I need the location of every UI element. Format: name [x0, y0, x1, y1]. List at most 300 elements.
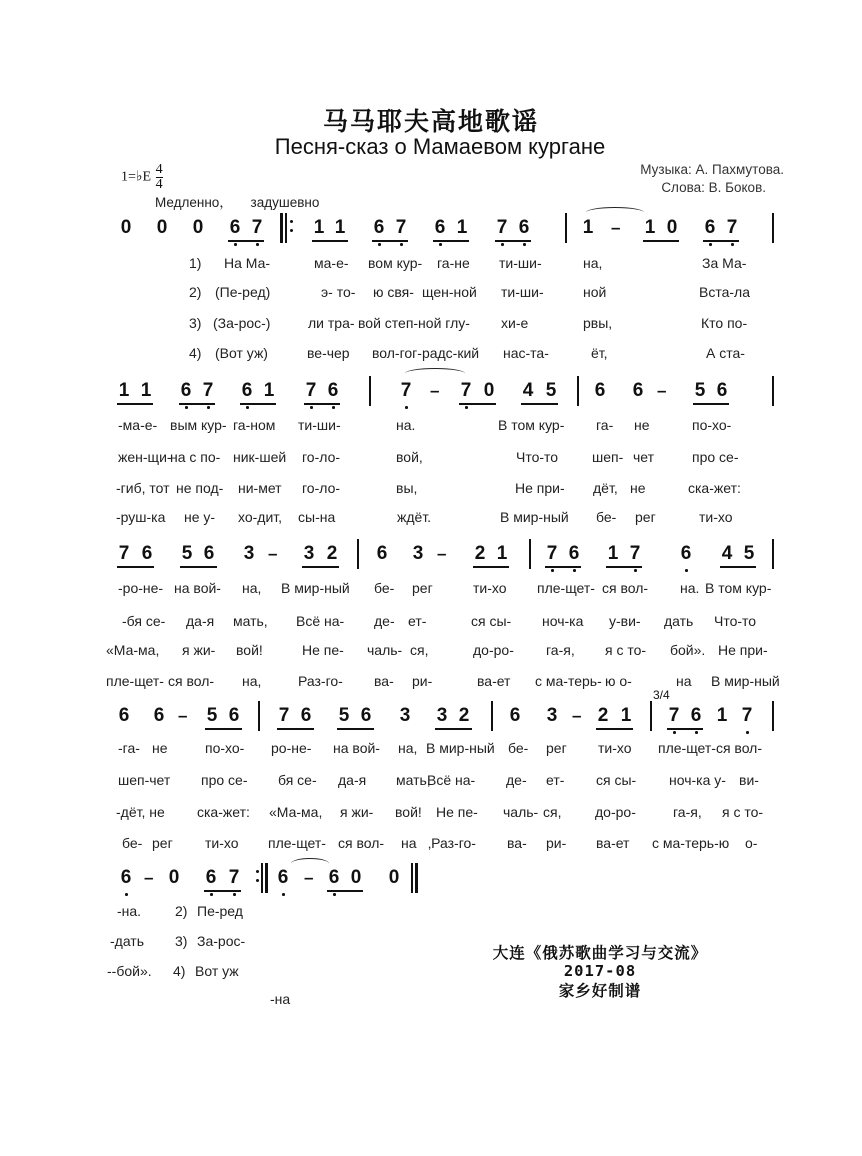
- underline: [240, 403, 276, 405]
- underline: [495, 240, 531, 242]
- note: 3: [412, 543, 424, 564]
- lyric: ска-жет:: [197, 804, 250, 820]
- lyric: -руш-ка: [116, 509, 166, 525]
- lyric: А ста-: [706, 345, 745, 361]
- repeat-end-dots: [256, 865, 259, 885]
- note: 6: [680, 543, 692, 564]
- lyric: на.: [396, 417, 416, 433]
- note: 6: [690, 705, 702, 726]
- lyric: рвы,: [583, 315, 613, 331]
- lyric: (Вот уж): [215, 345, 268, 361]
- note: 6: [594, 380, 606, 401]
- note: 7: [305, 380, 317, 401]
- note: 1: [118, 380, 130, 401]
- lyric: про се-: [692, 449, 739, 465]
- note: 0: [120, 217, 132, 238]
- lyric: га-я,: [546, 642, 575, 658]
- lyric: Что-то: [714, 613, 757, 629]
- note: 1: [496, 543, 508, 564]
- note: 7: [741, 705, 753, 726]
- barline: [772, 376, 774, 406]
- lyric: ва-ет: [596, 835, 630, 851]
- barline: [369, 376, 371, 406]
- underline: [204, 890, 241, 892]
- underline: [205, 728, 242, 730]
- lyric: 2): [175, 903, 188, 919]
- underline: [545, 566, 581, 568]
- lyric: ва-: [507, 835, 527, 851]
- song-title-chinese: 马马耶夫高地歌谣: [322, 107, 539, 136]
- underline: [327, 890, 363, 892]
- date: 2017-08: [563, 962, 637, 980]
- lyric: чет: [633, 449, 655, 465]
- underline: [459, 403, 496, 405]
- lyric: не: [630, 480, 646, 496]
- underline: [521, 403, 558, 405]
- note: 1: [140, 380, 152, 401]
- lyric: В мир-ный: [426, 740, 495, 756]
- note: 0: [156, 217, 168, 238]
- lyric: не: [152, 740, 168, 756]
- note: 4: [721, 543, 733, 564]
- lyric: Не пе-: [302, 642, 344, 658]
- lyric: Раз-го-: [298, 673, 343, 689]
- lyric: В том кур-: [705, 580, 772, 596]
- underline: [693, 403, 729, 405]
- lyric: ти-хо: [473, 580, 507, 596]
- lyric: Кто по-: [701, 315, 748, 331]
- lyric: -на: [270, 991, 291, 1007]
- lyric: щен-ной: [422, 284, 477, 300]
- lyric: шеп-чет: [118, 772, 171, 788]
- lyric: В том кур-: [498, 417, 565, 433]
- note: 3: [243, 543, 255, 564]
- lyric: 2): [189, 284, 202, 300]
- underline: [302, 566, 339, 568]
- lyric: пле-щет-: [537, 580, 595, 596]
- lyric: я жи-: [340, 804, 374, 820]
- lyric: на: [676, 673, 692, 689]
- lyric: ли тра-: [308, 315, 355, 331]
- lyric: хи-е: [501, 315, 529, 331]
- lyric: дать: [664, 613, 694, 629]
- lyric: нас-та-: [503, 345, 549, 361]
- underline: [179, 403, 215, 405]
- note: 0: [388, 867, 400, 888]
- underline: [643, 240, 679, 242]
- note: 0: [483, 380, 495, 401]
- dash: –: [437, 544, 447, 563]
- lyric: о-: [745, 835, 758, 851]
- note: 1: [644, 217, 656, 238]
- song-title-russian: Песня-сказ о Мамаевом кургане: [274, 134, 606, 159]
- note: 6: [228, 705, 240, 726]
- lyric: да-я: [186, 613, 215, 629]
- lyric: мать,: [233, 613, 268, 629]
- lyric: у-ви-: [609, 613, 641, 629]
- barline: [772, 701, 774, 731]
- lyric: ро-не-: [271, 740, 312, 756]
- lyric: рег: [546, 740, 567, 756]
- note: 6: [434, 217, 446, 238]
- lyric: на,: [242, 580, 262, 596]
- lyric: го-ло-: [302, 480, 341, 496]
- underline: [117, 566, 154, 568]
- barline: [258, 701, 260, 731]
- lyric: В мир-ный: [711, 673, 780, 689]
- lyric: ти-ши-: [298, 417, 341, 433]
- words-credit: Слова: В. Боков.: [661, 180, 766, 195]
- note: 5: [338, 705, 350, 726]
- lyric: ма-е-: [314, 255, 349, 271]
- dash: –: [657, 381, 667, 400]
- barline: [357, 539, 359, 569]
- lyric: на.: [680, 580, 700, 596]
- lyric: бой».: [670, 642, 706, 658]
- barline: [491, 701, 493, 731]
- dash: –: [144, 868, 154, 887]
- lyric: мать,: [396, 772, 431, 788]
- note: 7: [228, 867, 240, 888]
- lyric: с ма-терь-ю: [652, 835, 730, 851]
- lyric: ся вол-: [168, 673, 215, 689]
- lyric: вым кур-: [170, 417, 227, 433]
- note: 6: [328, 867, 340, 888]
- lyric: до-ро-: [595, 804, 636, 820]
- lyric: пле-щет-: [106, 673, 164, 689]
- lyric: ‚Раз-го-: [428, 835, 476, 851]
- lyric: не под-: [176, 480, 224, 496]
- lyric: За Ма-: [702, 255, 747, 271]
- lyric: на,: [583, 255, 603, 271]
- lyric: ся сы-: [596, 772, 637, 788]
- lyric: га-не: [437, 255, 470, 271]
- lyric: на,: [398, 740, 418, 756]
- dash: –: [430, 381, 440, 400]
- lyric: На Ма-: [224, 255, 271, 271]
- lyric: ся вол-: [338, 835, 385, 851]
- lyric: 3): [175, 933, 188, 949]
- note: 6: [141, 543, 153, 564]
- lyric: вой,: [396, 449, 423, 465]
- lyric: рег: [412, 580, 433, 596]
- lyric: «Ма-ма,: [106, 642, 160, 658]
- note: 2: [326, 543, 338, 564]
- note: 6: [153, 705, 165, 726]
- lyric: Не пе-: [436, 804, 478, 820]
- barline: [265, 863, 268, 893]
- lyric: дёт,: [593, 480, 618, 496]
- lyric: -ма-е-: [118, 417, 158, 433]
- dash: –: [611, 218, 621, 237]
- time-signature-numerator: 4: [155, 162, 163, 177]
- lyric: до-ро-: [473, 642, 514, 658]
- barline: [772, 539, 774, 569]
- underline: [277, 728, 314, 730]
- lyric: на,: [242, 673, 262, 689]
- note: 5: [206, 705, 218, 726]
- underline: [312, 240, 348, 242]
- lyric: чаль-: [367, 642, 403, 658]
- tie: [586, 207, 644, 218]
- time-signature-denominator: 4: [155, 177, 163, 192]
- underline: [596, 728, 633, 730]
- lyric: ва-: [374, 673, 394, 689]
- note: 6: [509, 705, 521, 726]
- lyric: ти-хо: [699, 509, 733, 525]
- note: 6: [716, 380, 728, 401]
- note: 7: [496, 217, 508, 238]
- lyric: э- то-: [321, 284, 356, 300]
- lyric: хо-дит,: [238, 509, 283, 525]
- note: 7: [118, 543, 130, 564]
- lyric: ва-ет: [477, 673, 511, 689]
- lyric: на вой-: [174, 580, 221, 596]
- note: 1: [716, 705, 728, 726]
- dash: –: [572, 706, 582, 725]
- lyric: рег: [152, 835, 173, 851]
- lyric: (За-рос-): [213, 315, 271, 331]
- lyric: га-я,: [673, 804, 702, 820]
- note: 1: [620, 705, 632, 726]
- note: 0: [168, 867, 180, 888]
- lyric: ноч-ка у-: [669, 772, 726, 788]
- lyric: ждёт.: [397, 509, 432, 525]
- note: 1: [263, 380, 275, 401]
- lyric: --бой».: [107, 963, 152, 979]
- note: 3: [399, 705, 411, 726]
- lyric: я с то-: [605, 642, 647, 658]
- lyric: В мир-ный: [281, 580, 350, 596]
- lyric: вол-гог-радс-кий: [372, 345, 480, 361]
- lyric: ви-: [739, 772, 759, 788]
- tempo-marking: Медленно， задушевно: [155, 195, 320, 210]
- note: 7: [400, 380, 412, 401]
- lyric: по-хо-: [692, 417, 732, 433]
- note: 1: [456, 217, 468, 238]
- underline: [180, 566, 217, 568]
- note: 4: [522, 380, 534, 401]
- note: 6: [704, 217, 716, 238]
- lyric: -ро-не-: [118, 580, 164, 596]
- note: 5: [181, 543, 193, 564]
- underline: [117, 403, 153, 405]
- lyric: 3): [189, 315, 202, 331]
- lyric: чаль-: [503, 804, 539, 820]
- lyric: вы,: [396, 480, 418, 496]
- underline: [337, 728, 374, 730]
- barline: [650, 701, 652, 731]
- barline: [529, 539, 531, 569]
- lyric: де-: [506, 772, 527, 788]
- lyric: вом кур-: [368, 255, 423, 271]
- underline: [703, 240, 739, 242]
- lyric: ри-: [412, 673, 433, 689]
- note: 7: [668, 705, 680, 726]
- note: 6: [568, 543, 580, 564]
- lyric: ска-жет:: [688, 480, 741, 496]
- lyric: Не при-: [515, 480, 565, 496]
- underline: [435, 728, 472, 730]
- lyric: вой!: [236, 642, 263, 658]
- note: 6: [180, 380, 192, 401]
- note: 6: [518, 217, 530, 238]
- music-credit: Музыка: А. Пахмутова.: [640, 162, 784, 177]
- note: 6: [277, 867, 289, 888]
- barline: [280, 213, 283, 243]
- transcriber: 家乡好制谱: [558, 981, 642, 1000]
- lyric: вой степ-ной глу-: [358, 315, 470, 331]
- lyric: ет-: [546, 772, 565, 788]
- lyric: го-ло-: [302, 449, 341, 465]
- barline: [772, 213, 774, 243]
- lyric: ти-хо: [598, 740, 632, 756]
- note: 3: [303, 543, 315, 564]
- lyric: -на.: [117, 903, 142, 919]
- lyric: бе-: [122, 835, 143, 851]
- note: 1: [607, 543, 619, 564]
- lyric: на с по-: [170, 449, 221, 465]
- note: 3: [546, 705, 558, 726]
- lyric: 4): [173, 963, 186, 979]
- lyric: бе-: [374, 580, 395, 596]
- note: 6: [360, 705, 372, 726]
- barline: [261, 863, 263, 893]
- lyric: Вста-ла: [699, 284, 750, 300]
- lyric: по-хо-: [205, 740, 245, 756]
- lyric: не у-: [184, 509, 216, 525]
- lyric: Всё на-: [427, 772, 476, 788]
- underline: [372, 240, 408, 242]
- note: 7: [251, 217, 263, 238]
- lyric: шеп-: [592, 449, 624, 465]
- lyric: ся вол-: [602, 580, 649, 596]
- note: 0: [350, 867, 362, 888]
- tie: [405, 368, 465, 379]
- time-change-marking: 3/4: [653, 688, 670, 702]
- dash: –: [178, 706, 188, 725]
- note: 7: [546, 543, 558, 564]
- note: 5: [545, 380, 557, 401]
- lyric: ти-хо: [205, 835, 239, 851]
- lyric: ри-: [546, 835, 567, 851]
- note: 6: [300, 705, 312, 726]
- lyric: с ма-терь-: [535, 673, 602, 689]
- barline: [285, 213, 287, 243]
- lyric: про се-: [201, 772, 248, 788]
- underline: [473, 566, 509, 568]
- lyric: ёт,: [591, 345, 608, 361]
- source-publication: 大连《俄苏歌曲学习与交流》: [492, 943, 708, 962]
- note: 6: [376, 543, 388, 564]
- lyric: ник-шей: [233, 449, 287, 465]
- note: 2: [458, 705, 470, 726]
- lyric: га-ном: [233, 417, 276, 433]
- lyric: -га-: [118, 740, 140, 756]
- lyric: (Пе-ред): [215, 284, 271, 300]
- lyric: -гиб, тот: [116, 480, 170, 496]
- lyric: бе-: [596, 509, 617, 525]
- barline: [577, 376, 579, 406]
- lyric: ной: [583, 284, 607, 300]
- lyric: ти-ши-: [499, 255, 542, 271]
- lyric: не: [634, 417, 650, 433]
- transcriber-credit: [450, 943, 750, 1000]
- lyric: Что-то: [516, 449, 559, 465]
- lyric: сы-на: [298, 509, 336, 525]
- lyric: -бя се-: [122, 613, 166, 629]
- note: 1: [582, 217, 594, 238]
- note: 6: [205, 867, 217, 888]
- underline: [606, 566, 642, 568]
- note: 0: [192, 217, 204, 238]
- lyric: За-рос-: [197, 933, 246, 949]
- lyric: Не при-: [718, 642, 768, 658]
- lyric: Пе-ред: [197, 903, 243, 919]
- lyric: га-: [596, 417, 614, 433]
- lyric: ся,: [410, 642, 429, 658]
- repeat-start-dots: [290, 215, 293, 235]
- key-label: 1=♭E: [121, 169, 152, 185]
- lyric: ет-: [408, 613, 427, 629]
- underline: [667, 728, 703, 730]
- note: 1: [313, 217, 325, 238]
- lyric: бе-: [508, 740, 529, 756]
- note: 3: [436, 705, 448, 726]
- note: 6: [120, 867, 132, 888]
- lyric: жен-щи-: [118, 449, 172, 465]
- lyric: да-я: [338, 772, 367, 788]
- credits: [640, 161, 784, 197]
- time-signature: [156, 163, 163, 192]
- note: 6: [241, 380, 253, 401]
- lyric: я жи-: [182, 642, 216, 658]
- lyric: Всё на-: [296, 613, 345, 629]
- note: 7: [460, 380, 472, 401]
- lyric: вой!: [395, 804, 422, 820]
- note: 6: [327, 380, 339, 401]
- note: 2: [597, 705, 609, 726]
- underline: [433, 240, 469, 242]
- note: 6: [229, 217, 241, 238]
- note: 7: [278, 705, 290, 726]
- lyric: -дёт, не: [116, 804, 165, 820]
- underline: [720, 566, 756, 568]
- note: 7: [629, 543, 641, 564]
- note: 5: [694, 380, 706, 401]
- lyric: на вой-: [333, 740, 380, 756]
- lyric: ся сы-: [471, 613, 512, 629]
- dash: –: [268, 544, 278, 563]
- dash: –: [304, 868, 314, 887]
- note: 0: [666, 217, 678, 238]
- lyric: бя се-: [278, 772, 317, 788]
- note: 6: [632, 380, 644, 401]
- lyric: на: [401, 835, 417, 851]
- lyric: пле-щет-ся вол-: [658, 740, 763, 756]
- barline: [411, 863, 413, 893]
- lyric: пле-щет-: [268, 835, 326, 851]
- key-signature: [121, 163, 163, 192]
- lyric: ве-чер: [307, 345, 350, 361]
- note: 7: [726, 217, 738, 238]
- underline: [228, 240, 264, 242]
- note: 6: [373, 217, 385, 238]
- note: 1: [334, 217, 346, 238]
- lyric: я с то-: [722, 804, 764, 820]
- lyric: 4): [189, 345, 202, 361]
- lyric: ноч-ка: [542, 613, 584, 629]
